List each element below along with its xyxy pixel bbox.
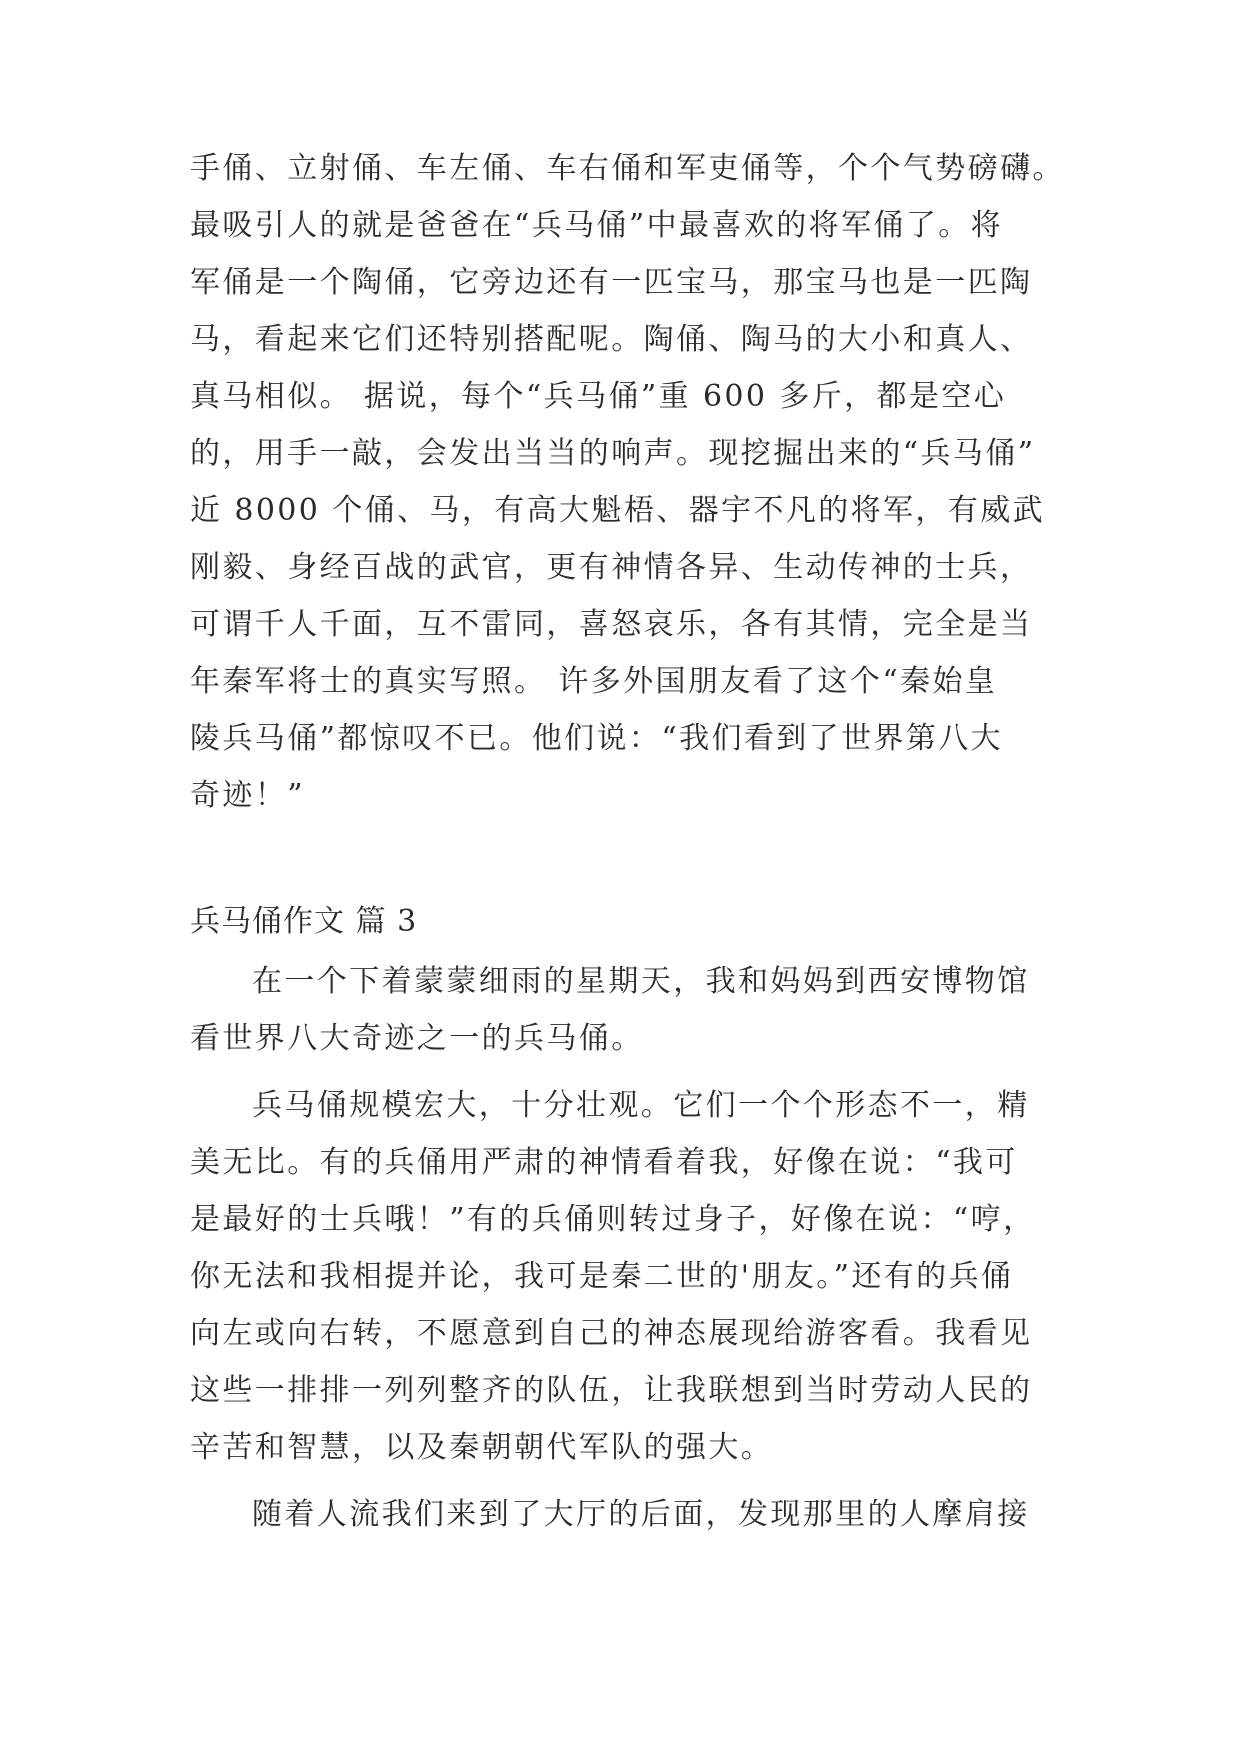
text-line: 可谓千人千面，互不雷同，喜怒哀乐，各有其情，完全是当 xyxy=(190,607,1033,642)
text-line: 陵兵马俑”都惊叹不已。他们说：“我们看到了世界第八大 xyxy=(190,721,1004,756)
text-line: 是最好的士兵哦！”有的兵俑则转过身子，好像在说：“哼， xyxy=(190,1202,1036,1237)
text-line: 近 8000 个俑、马，有高大魁梧、器宇不凡的将军，有威武 xyxy=(190,493,1046,528)
text-line: 兵马俑规模宏大，十分壮观。它们一个个形态不一，精 xyxy=(252,1088,1030,1123)
text-line: 随着人流我们来到了大厅的后面，发现那里的人摩肩接 xyxy=(252,1497,1030,1532)
text-line: 向左或向右转，不愿意到自己的神态展现给游客看。我看见 xyxy=(190,1316,1033,1351)
text-line: 的，用手一敲，会发出当当的响声。现挖掘出来的“兵马俑” xyxy=(190,436,1036,471)
text-line: 最吸引人的就是爸爸在“兵马俑”中最喜欢的将军俑了。将 xyxy=(190,208,1004,243)
essay-heading: 兵马俑作文 篇 3 xyxy=(190,904,418,939)
text-line: 这些一排排一列列整齐的队伍，让我联想到当时劳动人民的 xyxy=(190,1373,1033,1408)
text-line: 你无法和我相提并论，我可是秦二世的'朋友。”还有的兵俑 xyxy=(190,1259,1014,1294)
text-line: 军俑是一个陶俑，它旁边还有一匹宝马，那宝马也是一匹陶 xyxy=(190,265,1033,300)
text-line: 美无比。有的兵俑用严肃的神情看着我，好像在说：“我可 xyxy=(190,1145,1018,1180)
text-line: 在一个下着蒙蒙细雨的星期天，我和妈妈到西安博物馆 xyxy=(252,964,1030,999)
text-line: 手俑、立射俑、车左俑、车右俑和军吏俑等，个个气势磅礴。 xyxy=(190,151,1065,186)
text-line: 刚毅、身经百战的武官，更有神情各异、生动传神的士兵， xyxy=(190,550,1033,585)
text-line: 马，看起来它们还特别搭配呢。陶俑、陶马的大小和真人、 xyxy=(190,322,1033,357)
text-line: 辛苦和智慧，以及秦朝朝代军队的强大。 xyxy=(190,1430,774,1465)
text-line: 奇迹！” xyxy=(190,778,305,813)
text-line: 看世界八大奇迹之一的兵马俑。 xyxy=(190,1021,644,1056)
text-line: 年秦军将士的真实写照。 许多外国朋友看了这个“秦始皇 xyxy=(190,664,998,699)
text-line: 真马相似。 据说，每个“兵马俑”重 600 多斤，都是空心 xyxy=(190,379,1007,414)
